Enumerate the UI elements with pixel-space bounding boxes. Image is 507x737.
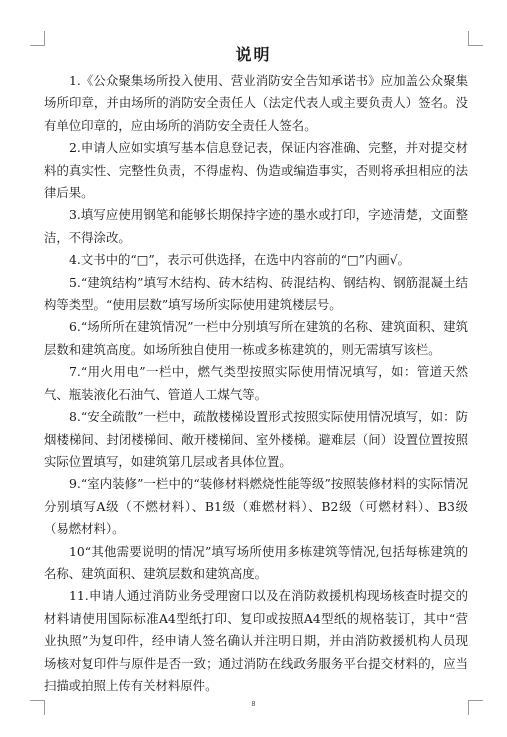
instruction-paragraph-5: 5.“建筑结构”填写木结构、砖木结构、砖混结构、钢结构、钢筋混凝土结构等类型。“使用层数”填写场所实际使用建筑楼层号。	[44, 274, 468, 313]
instruction-paragraph-4: 4.文书中的“□”，表示可供选择，在选中内容前的“□”内画√。	[69, 252, 411, 268]
instruction-paragraph-6: 6.“场所所在建筑情况”一栏中分别填写所在建筑的名称、建筑面积、建筑层数和建筑高度。如场所独自使用一栋或多栋建筑的，则无需填写该栏。	[44, 319, 468, 357]
instruction-paragraph-7: 7.“用火用电”一栏中，燃气类型按照实际使用情况填写，如：管道天然气、瓶装液化石油气、管道人工煤气等。	[44, 364, 468, 402]
page-title: 说明	[235, 45, 272, 64]
page-number: 8	[251, 701, 256, 708]
instruction-paragraph-1: 1.《公众聚集场所投入使用、营业消防安全告知承诺书》应加盖公众聚集场所印章，并由场所的消防安全责任人（法定代表人或主要负责人）签名。没有单位印章的，应由场所的消防安全责任人签名。	[44, 73, 468, 133]
instruction-paragraph-3: 3.填写应使用钢笔和能够长期保持字迹的墨水或打印，字迹清楚，文面整洁，不得涂改。	[44, 207, 468, 245]
instruction-paragraph-9: 9.“室内装修”一栏中的“装修材料燃烧性能等级”按照装修材料的实际情况分别填写A级（不燃材料）、B1级（难燃材料）、B2级（可燃材料）、B3级（易燃材料）。	[44, 476, 468, 537]
instruction-paragraph-10: 10“其他需要说明的情况”填写场所使用多栋建筑等情况,包括每栋建筑的名称、建筑面积、建筑层数和建筑高度。	[44, 543, 468, 581]
instruction-paragraph-11: 11.申请人通过消防业务受理窗口以及在消防救援机构现场核查时提交的材料请使用国际标准A4型纸打印、复印或按照A4型纸的规格装订，其中“营业执照”为复印件，经申请人签名确认并注明日期，并由消防救援机构人员现场核对复印件与原件是否一致；通过消防在线政务服务平台提交材料的，应当扫描或拍照上传有关材料原件。	[44, 588, 468, 693]
instruction-paragraph-2: 2.申请人应如实填写基本信息登记表，保证内容准确、完整，并对提交材料的真实性、完整性负责，不得虚构、伪造或编造事实，否则将承担相应的法律后果。	[44, 140, 468, 201]
instructions-body	[44, 70, 468, 697]
instruction-paragraph-8: 8.“安全疏散”一栏中，疏散楼梯设置形式按照实际使用情况填写，如：防烟楼梯间、封闭楼梯间、敞开楼梯间、室外楼梯。避难层（间）设置位置按照实际位置填写，如建筑第几层或者具体位置。	[44, 409, 468, 469]
